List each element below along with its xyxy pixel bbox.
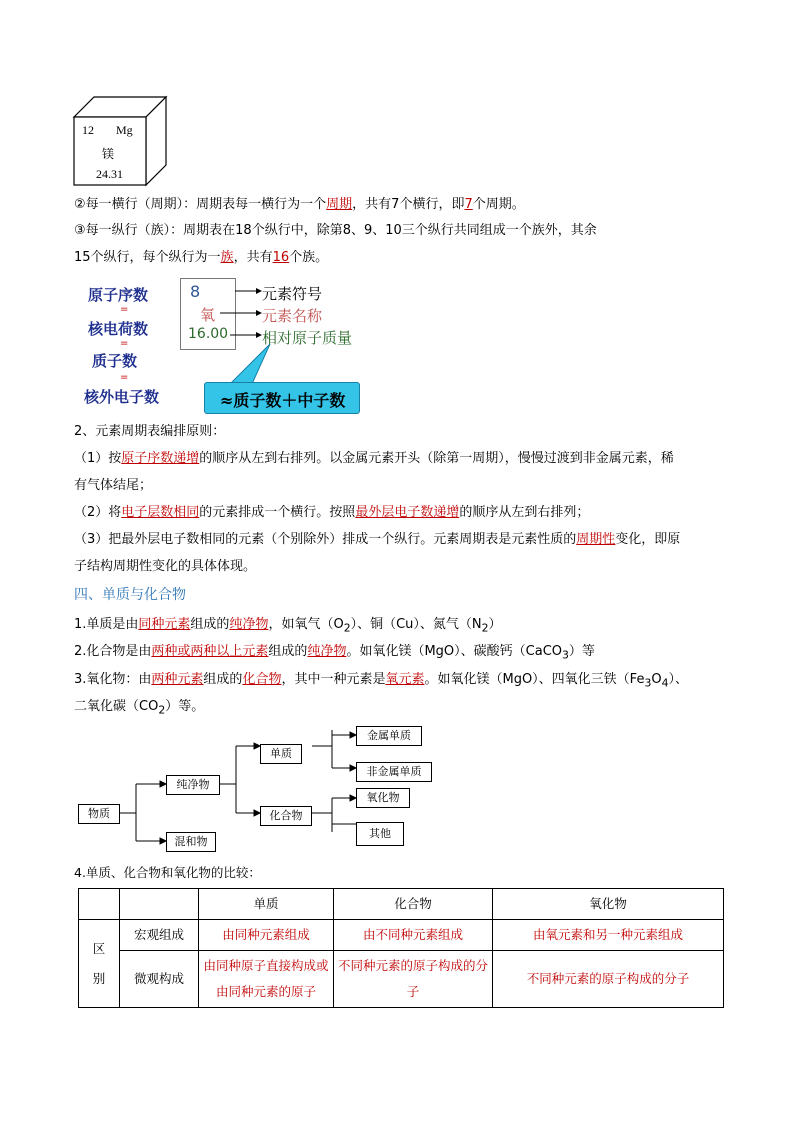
oxygen-name: 氧	[200, 306, 216, 324]
principle-keyword: 最外层电子数递增	[355, 505, 460, 520]
tree-node-element: 单质	[260, 744, 302, 764]
row-rule-keyword: 7	[464, 197, 473, 212]
element-mass: 24.31	[96, 167, 123, 181]
principle-2	[74, 504, 589, 522]
col-rule-text: 个族。	[289, 250, 329, 265]
col-rule-line1: ③每一纵行（族）：周期表在18个纵行中，除第8、9、10三个纵行共同组成一个族外，其余	[74, 223, 597, 238]
table-row	[79, 951, 724, 1008]
subscript: 3	[644, 676, 652, 690]
definition-compound	[74, 643, 595, 665]
definition-keyword: 化合物	[242, 672, 282, 687]
definition-element	[74, 616, 502, 638]
table-cell: 由同种原子直接构成或由同种元素的原子	[199, 951, 334, 1008]
element-card	[72, 95, 168, 187]
subscript: 2	[481, 621, 489, 635]
row-rule-text: 个周期。	[472, 197, 525, 212]
principle-text: （1）按	[74, 451, 122, 466]
symbol-label: 元素符号	[262, 285, 323, 303]
section-heading: 四、单质与化合物	[74, 587, 186, 603]
name-label: 元素名称	[262, 307, 323, 325]
row-rule-text: ②每一横行（周期）：周期表每一横行为一个	[74, 197, 327, 212]
col-rule-text: ，共有	[233, 250, 273, 265]
definition-keyword: 氧元素	[385, 672, 425, 687]
definition-text: ）、铜（Cu）、氮气（N	[350, 617, 482, 632]
comparison-table	[78, 888, 724, 1008]
definition-text: ，如氧气（O	[268, 617, 344, 632]
principle-text: （2）将	[74, 505, 122, 520]
subscript: 2	[158, 703, 166, 717]
table-corner	[120, 889, 199, 920]
tree-node-pure: 纯净物	[166, 775, 220, 795]
definition-text: 组成的	[268, 644, 308, 659]
principle-1-line2: 有气体结尾；	[74, 478, 153, 493]
definition-text: O	[651, 672, 662, 687]
tree-node-substance: 物质	[78, 804, 120, 824]
definition-text: 1.单质是由	[74, 617, 139, 632]
tree-node-compound: 化合物	[260, 806, 312, 826]
table-cell: 由氧元素和另一种元素组成	[493, 920, 724, 951]
definition-text: ）等	[568, 644, 595, 659]
table-header: 氧化物	[493, 889, 724, 920]
element-number: 12	[82, 123, 94, 137]
col-rule-keyword: 族	[220, 250, 234, 265]
compare-title: 4.单质、化合物和氧化物的比较：	[74, 865, 261, 880]
table-cell: 由不同种元素组成	[334, 920, 493, 951]
principle-1-line1	[74, 450, 674, 468]
principle-keyword: 电子层数相同	[121, 505, 200, 520]
tree-node-mixture: 混和物	[166, 832, 216, 852]
callout-text: ≈质子数＋中子数	[220, 391, 346, 410]
row-rule-keyword: 周期	[326, 197, 353, 212]
table-row-label: 宏观组成	[120, 920, 199, 951]
definition-text: ）、	[668, 672, 688, 687]
element-symbol: Mg	[116, 123, 133, 137]
definition-text: 。如氧化镁（MgO）、四氧化三铁（Fe	[424, 672, 645, 687]
definition-oxide-line1	[74, 671, 688, 693]
definition-keyword: 纯净物	[229, 617, 269, 632]
table-corner	[79, 889, 120, 920]
tree-node-other: 其他	[356, 822, 404, 846]
definition-text: ）等。	[165, 699, 205, 714]
oxygen-diagram	[80, 276, 380, 416]
principle-text: 变化，即原	[615, 532, 681, 547]
definition-text: 组成的	[190, 617, 230, 632]
definition-text: 二氧化碳（CO	[74, 699, 159, 714]
table-cell: 不同种元素的原子构成的分子	[334, 951, 493, 1008]
definition-text: 2.化合物是由	[74, 644, 152, 659]
element-name: 镁	[102, 147, 115, 161]
col-rule-line2	[74, 249, 328, 267]
principle-keyword: 原子序数递增	[121, 451, 200, 466]
table-header: 单质	[199, 889, 334, 920]
principle-text: 的顺序从左到右排列。以金属元素开头（除第一周期），慢慢过渡到非金属元素，稀	[199, 451, 674, 466]
definition-text: 3.氧化物：由	[74, 672, 152, 687]
table-cell: 由同种元素组成	[199, 920, 334, 951]
oxygen-mass: 16.00	[188, 326, 229, 342]
definition-keyword: 同种元素	[138, 617, 191, 632]
table-group-label	[79, 920, 120, 1008]
row-rule-text: ，共有7个横行，即	[352, 197, 465, 212]
principles-title: 2、元素周期表编排原则：	[74, 424, 226, 439]
group-text: 区别	[92, 940, 106, 986]
definition-text: ）	[488, 617, 502, 632]
mass-label: 相对原子质量	[262, 329, 353, 347]
definition-keyword: 纯净物	[307, 644, 347, 659]
equals-sign: =	[120, 338, 129, 349]
table-row-label: 微观构成	[120, 951, 199, 1008]
definition-oxide-line2	[74, 698, 204, 720]
principle-text: 的元素排成一个横行。按照	[199, 505, 356, 520]
row-rule	[74, 196, 525, 214]
tree-node-oxide: 氧化物	[356, 788, 410, 808]
table-cell: 不同种元素的原子构成的分子	[493, 951, 724, 1008]
nuclear-charge-label: 核电荷数	[88, 320, 149, 338]
tree-node-nonmetal: 非金属单质	[356, 762, 432, 782]
subscript: 3	[562, 648, 569, 662]
principle-keyword: 周期性	[576, 532, 616, 547]
equals-sign: =	[120, 372, 129, 383]
subscript: 2	[343, 621, 351, 635]
definition-text: 。如氧化镁（MgO）、碳酸钙（CaCO	[346, 644, 563, 659]
principle-text: 的顺序从左到右排列；	[459, 505, 590, 520]
table-header: 化合物	[334, 889, 493, 920]
oxygen-number: 8	[190, 282, 201, 301]
definition-text: 组成的	[203, 672, 243, 687]
principle-3-line2: 子结构周期性变化的具体体现。	[74, 559, 257, 574]
col-rule-text: 15个纵行，每个纵行为一	[74, 250, 221, 265]
table-row	[79, 920, 724, 951]
subscript: 4	[661, 676, 669, 690]
tree-node-metal: 金属单质	[356, 726, 422, 746]
definition-keyword: 两种或两种以上元素	[151, 644, 269, 659]
electron-number-label: 核外电子数	[84, 388, 160, 406]
classification-tree	[76, 722, 436, 862]
principle-3-line1	[74, 531, 680, 549]
definition-text: ，其中一种元素是	[281, 672, 386, 687]
proton-number-label: 质子数	[92, 352, 138, 370]
definition-keyword: 两种元素	[151, 672, 204, 687]
principle-text: （3）把最外层电子数相同的元素（个别除外）排成一个纵行。元素周期表是元素性质的	[74, 532, 577, 547]
atomic-number-label: 原子序数	[88, 286, 149, 304]
col-rule-keyword: 16	[272, 250, 290, 265]
table-header-row	[79, 889, 724, 920]
equals-sign: =	[120, 304, 129, 315]
